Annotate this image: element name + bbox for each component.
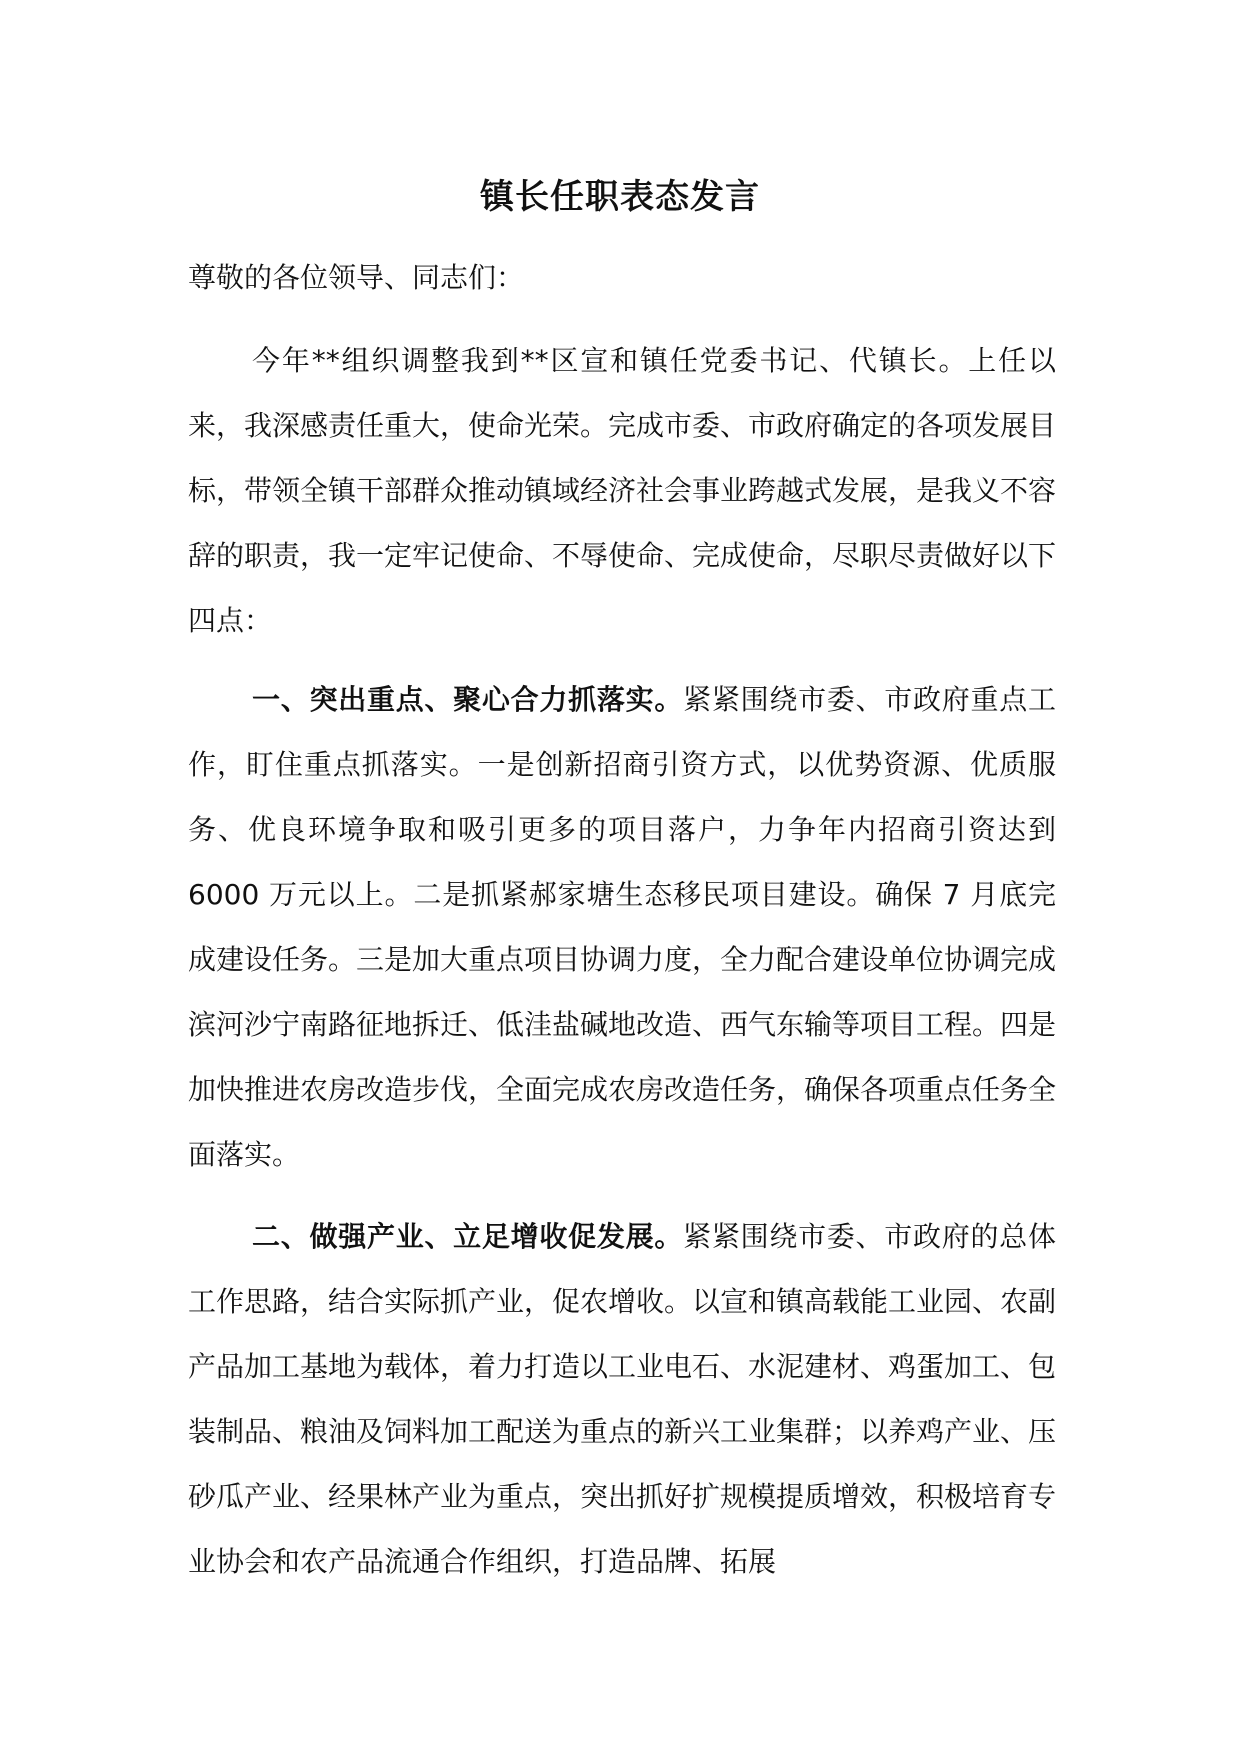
paragraph-section-1 xyxy=(188,667,1056,1187)
paragraph-text: 紧紧围绕市委、市政府重点工作，盯住重点抓落实。一是创新招商引资方式，以优势资源、优质服务、优良环境争取和吸引更多的项目落户，力争年内招商引资达到 6000 万元以上。二是抓紧郝家塘生态移民项目建设。确保 7 月底完成建设任务。三是加大重点项目协调力度，全力配合建设单位协调完成滨河沙宁南路征地拆迁、低洼盐碱地改造、西气东输等项目工程。四是加快推进农房改造步伐，全面完成农房改造任务，确保各项重点任务全面落实。 xyxy=(188,683,1057,1171)
paragraph-text: 今年**组织调整我到**区宣和镇任党委书记、代镇长。上任以来，我深感责任重大，使命光荣。完成市委、市政府确定的各项发展目标，带领全镇干部群众推动镇域经济社会事业跨越式发展，是我义不容辞的职责，我一定牢记使命、不辱使命、完成使命，尽职尽责做好以下四点： xyxy=(188,344,1057,637)
paragraph-text: 紧紧围绕市委、市政府的总体工作思路，结合实际抓产业，促农增收。以宣和镇高载能工业园、农副产品加工基地为载体，着力打造以工业电石、水泥建材、鸡蛋加工、包装制品、粮油及饲料加工配送为重点的新兴工业集群；以养鸡产业、压砂瓜产业、经果林产业为重点，突出抓好扩规模提质增效，积极培育专业协会和农产品流通合作组织，打造品牌、拓展 xyxy=(188,1220,1057,1578)
section-heading: 一、突出重点、聚心合力抓落实。 xyxy=(252,683,684,716)
paragraph-section-2 xyxy=(188,1204,1056,1594)
paragraph-intro xyxy=(188,328,1056,653)
section-heading: 二、做强产业、立足增收促发展。 xyxy=(252,1220,684,1253)
document-title: 镇长任职表态发言 xyxy=(480,177,760,217)
salutation: 尊敬的各位领导、同志们： xyxy=(188,261,525,294)
